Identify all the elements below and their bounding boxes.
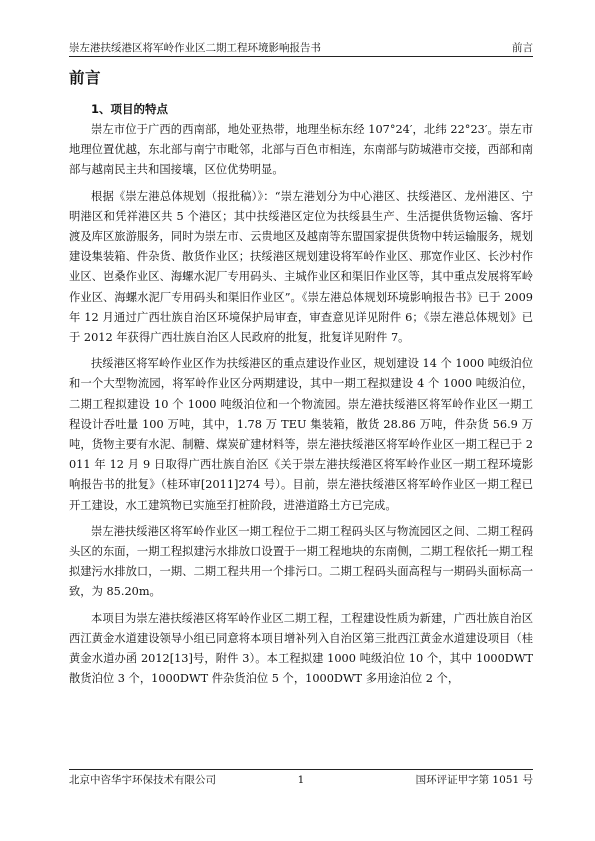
paragraph-location: 崇左市位于广西的西南部，地处亚热带，地理坐标东经 107°24′，北纬 22°23′。崇左市地理位置优越，东北部与南宁市毗邻，北部与百色市相连，东南部与防城港市交接，西部和南部与越南民主共和国接壤，区位优势明显。 <box>69 123 533 177</box>
footer-certificate: 国环评证甲字第 1051 号 <box>415 774 533 786</box>
header-title: 崇左港扶绥港区将军岭作业区二期工程环境影响报告书 <box>69 42 321 54</box>
page-header <box>69 41 533 57</box>
paragraph-port-plan: 根据《崇左港总体规划（报批稿）》：“崇左港划分为中心港区、扶绥港区、龙州港区、宁明港区和凭祥港区共 5 个港区；其中扶绥港区定位为扶绥县生产、生活提供货物运输、客圩渡及库区旅游服务，同时为崇左市、云贵地区及越南等东盟国家提供货物中转运输服务，规划建设集装箱、件杂货、散货作业区；扶绥港区规划建设将军岭作业区、那宽作业区、长沙村作业区、岜桑作业区、海螺水泥厂专用码头、主城作业区和渠旧作业区等，其中重点发展将军岭作业区、海螺水泥厂专用码头和渠旧作业区”。《崇左港总体规划环境影响报告书》已于 2009 年 12 月通过广西壮族自治区环境保护局审查，审查意见详见附件 6；《崇左港总体规划》已于 2012 年获得广西壮族自治区人民政府的批复，批复详见附件 7。 <box>69 189 533 345</box>
subsection-heading: 1、项目的特点 <box>91 102 169 116</box>
page-footer <box>69 769 533 788</box>
paragraph-project: 本项目为崇左港扶绥港区将军岭作业区二期工程，工程建设性质为新建，广西壮族自治区西江黄金水道建设领导小组已同意将本项目增补列入自治区第三批西江黄金水道建设项目（桂黄金水道办函 2012[13]号，附件 3）。本工程拟建 1000 吨级泊位 10 个，其中 1000DWT 散货泊位 3 个，1000DWT 件杂货泊位 5 个，1000DWT 多用途泊位 2 个， <box>69 611 533 686</box>
header-section: 前言 <box>512 42 533 54</box>
paragraph-site-relation: 崇左港扶绥港区将军岭作业区一期工程位于二期工程码头区与物流园区之间、二期工程码头区的东面，一期工程拟建污水排放口设置于一期工程地块的东南侧，二期工程依托一期工程拟建污水排放口，一期、二期工程共用一个排污口。二期工程码头面高程与一期码头面标高一致，为 85.20m。 <box>69 524 533 599</box>
page-number: 1 <box>297 774 305 786</box>
footer-company: 北京中咨华宇环保技术有限公司 <box>69 774 216 786</box>
body-text <box>69 120 533 695</box>
section-heading: 前言 <box>69 69 102 87</box>
paragraph-phase-one: 扶绥港区将军岭作业区作为扶绥港区的重点建设作业区，规划建设 14 个 1000 吨级泊位和一个大型物流园，将军岭作业区分两期建设，其中一期工程拟建设 4 个 1000 吨级泊位，二期工程拟建设 10 个 1000 吨级泊位和一个物流园。崇左港扶绥港区将军岭作业区一期工程设计吞吐量 100 万吨，其中，1.78 万 TEU 集装箱，散货 28.86 万吨，件杂货 56.9 万吨，货物主要有水泥、制糖、煤炭矿建材料等，崇左港扶绥港区将军岭作业区一期工程已于 2011 年 12 月 9 日取得广西壮族自治区《关于崇左港扶绥港区将军岭作业区一期工程环境影响报告书的批复》（桂环审[2011]274 号）。目前，崇左港扶绥港区将军岭作业区一期工程已开工建设，水工建筑物已实施至打桩阶段，进港道路土方已完成。 <box>69 357 533 512</box>
